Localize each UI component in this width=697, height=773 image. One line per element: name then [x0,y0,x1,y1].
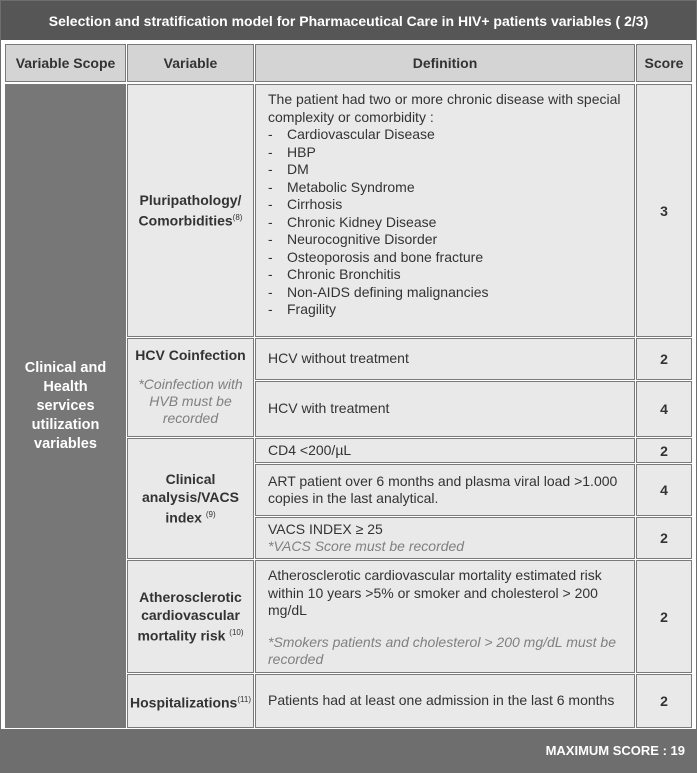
definition-vacs [255,517,635,559]
definition-art [255,464,635,516]
list-item: - HBP [268,144,624,162]
athero-name: Atherosclerotic cardiovascular mortality risk [137,589,242,644]
header-variable-scope: Variable Scope [5,44,126,82]
score-art: 4 [636,464,692,516]
list-item: - DM [268,161,624,179]
cd4-text: CD4 <200/µL [268,441,352,458]
pluripathology-ref: (8) [232,213,243,223]
variable-clinical [127,438,254,559]
score-hcv-without: 2 [636,338,692,380]
vacs-text: VACS INDEX ≥ 25 [268,520,383,537]
athero-note: *Smokers patients and cholesterol > 200 mg/dL must be recorded [268,633,616,667]
hcv-with-text: HCV with treatment [268,400,390,417]
variable-hcv [127,338,254,437]
variable-scope-label: Clinical and Health services utilization variables [24,359,107,452]
clinical-ref: (9) [205,510,216,520]
score-hospitalizations: 2 [636,674,692,728]
vacs-note: *VACS Score must be recorded [268,538,465,554]
pluripathology-name: Pluripathology/ Comorbidities [138,192,242,229]
definition-athero [255,560,635,673]
clinical-name: Clinical analysis/VACS index [141,471,239,526]
score-cd4: 2 [636,438,692,463]
variable-pluripathology [127,84,254,337]
art-text: ART patient over 6 months and plasma viral load >1.000 copies in the last analytical. [268,472,618,506]
list-item: - Metabolic Syndrome [268,179,624,197]
definition-hcv-with [255,381,635,437]
score-athero: 2 [636,560,692,673]
definition-pluripathology [255,84,635,337]
variable-athero [127,560,254,673]
athero-ref: (10) [229,628,244,638]
header-variable: Variable [127,44,254,82]
list-item: - Chronic Bronchitis [268,266,624,284]
definition-cd4 [255,438,635,463]
list-item: - Fragility [268,301,624,319]
hcv-name: HCV Coinfection [135,347,246,363]
score-hcv-with: 4 [636,381,692,437]
hosp-ref: (11) [237,694,251,704]
list-item: - Non-AIDS defining malignancies [268,284,624,302]
table-title: Selection and stratification model for Pharmaceutical Care in HIV+ patients variables ( 2/3) [1,1,696,40]
score-vacs: 2 [636,517,692,559]
athero-text: Atherosclerotic cardiovascular mortality estimated risk within 10 years >5% or smoker and cholesterol > 200 mg/dL [268,567,602,618]
comorbidity-list [268,126,624,319]
maximum-score: MAXIMUM SCORE : 19 [1,729,696,772]
hosp-name: Hospitalizations [130,694,238,711]
variable-hospitalizations [127,674,254,728]
list-item: - Cirrhosis [268,196,624,214]
list-item: - Osteoporosis and bone fracture [268,249,624,267]
hcv-without-text: HCV without treatment [268,350,409,367]
pluripathology-intro: The patient had two or more chronic disease with special complexity or comorbidity : [268,91,621,125]
header-score: Score [636,44,692,82]
definition-hcv-without [255,338,635,380]
header-definition: Definition [255,44,635,82]
list-item: - Cardiovascular Disease [268,126,624,144]
score-pluripathology: 3 [636,84,692,337]
list-item: - Chronic Kidney Disease [268,214,624,232]
hosp-text: Patients had at least one admission in the last 6 months [268,692,615,709]
variable-scope-cell [5,84,126,728]
definition-hospitalizations [255,674,635,728]
list-item: - Neurocognitive Disorder [268,231,624,249]
hcv-note: *Coinfection with HVB must be recorded [138,376,243,426]
